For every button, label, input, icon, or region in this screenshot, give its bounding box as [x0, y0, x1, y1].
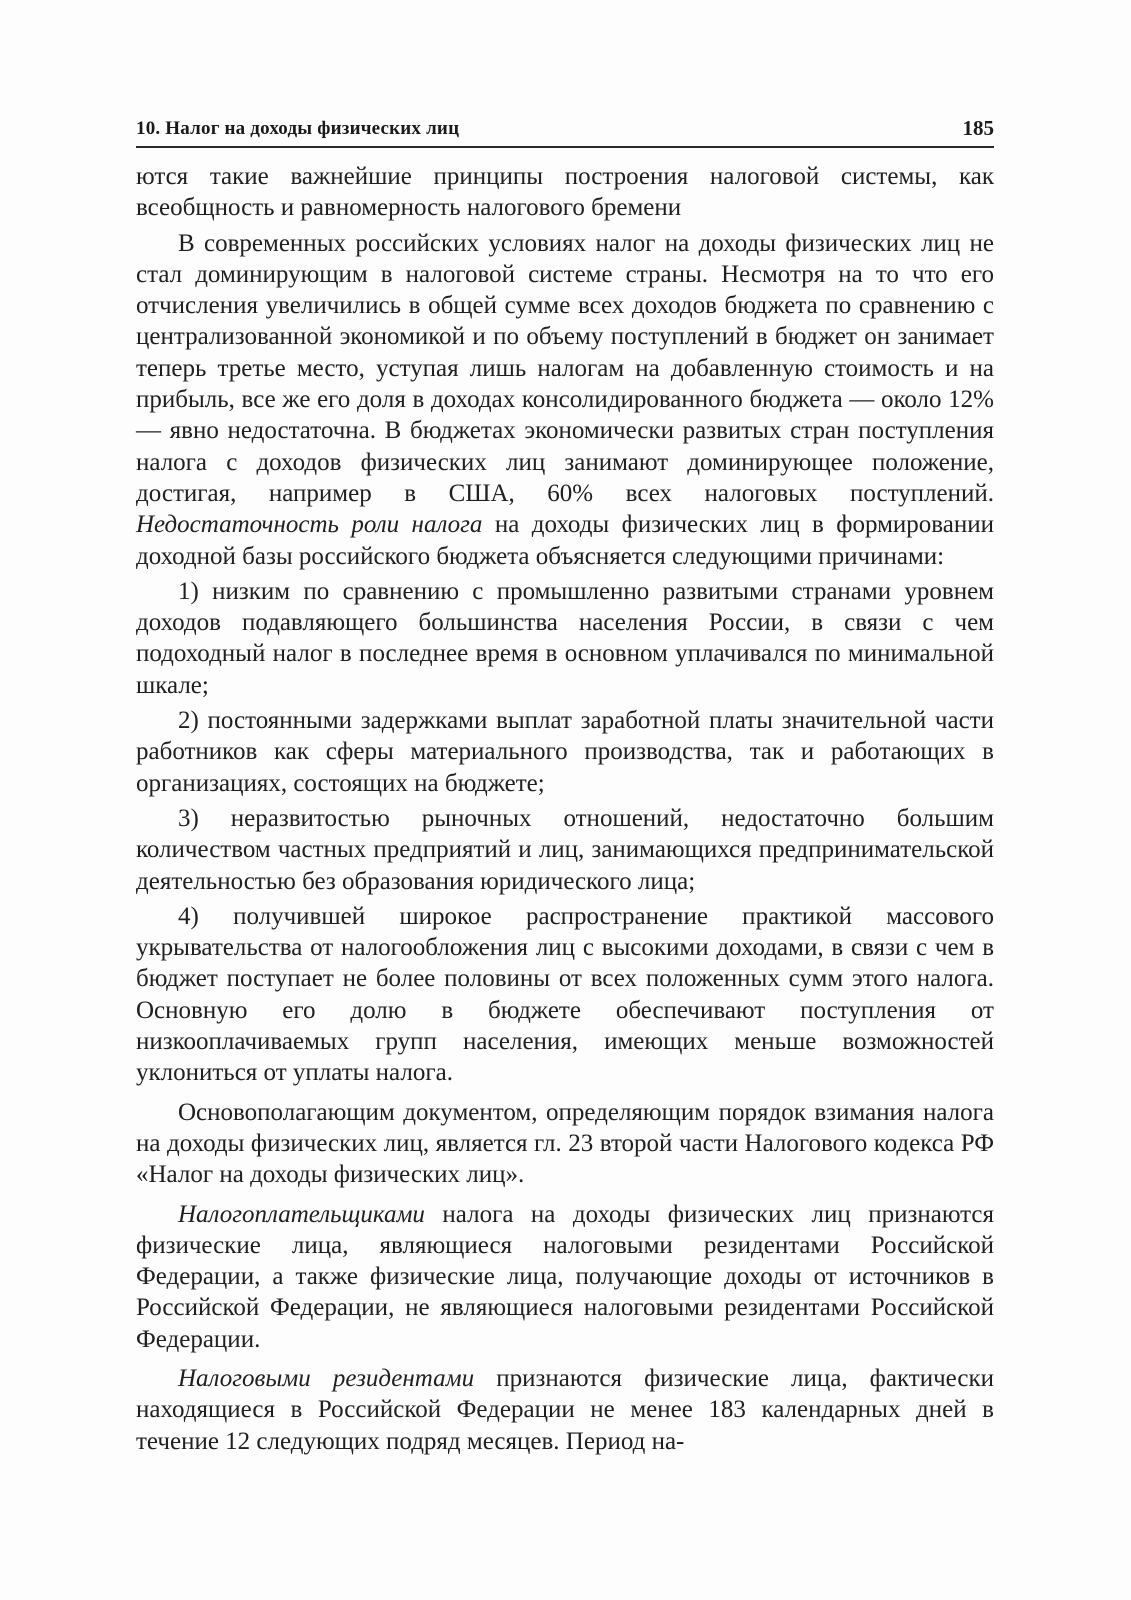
body-text — [136, 161, 994, 1457]
text-segment: 2) постоянными задержками выплат заработной платы значительной части работников как сферы материального производства, так и работающих в организациях, состоящих на бюджете; — [136, 707, 994, 797]
emphasized-term: Налогоплательщиками — [178, 1200, 425, 1228]
text-segment: 4) получившей широкое распространение практикой массового укрывательства от налогообложения лиц с высокими доходами, в связи с чем в бюджет поступает не более половины от всех положенных сумм этого налога. Основную его долю в бюджете обеспечивают поступления от низкооплачиваемых групп населения, имеющих меньше возможностей уклониться от уплаты налога. — [136, 902, 994, 1087]
emphasized-term: Налоговыми резидентами — [178, 1364, 475, 1392]
emphasized-term: Недостаточность роли налога — [136, 511, 483, 539]
text-segment: налога на доходы физических лиц признаются физические лица, являющиеся налоговыми резидентами Российской Федерации, а также физические лица, получающие доходы от источников в Российской Федерации, не являющиеся налоговыми резидентами Российской Федерации. — [136, 1200, 994, 1353]
paragraph-continuation — [136, 161, 994, 224]
page-header — [136, 112, 994, 144]
text-segment: признаются физические лица, фактически находящиеся в Российской Федерации не менее 183 календарных дней в течение 12 следующих подряд месяцев. Период на- — [136, 1364, 994, 1455]
running-title: 10. Налог на доходы физических лиц — [136, 118, 460, 139]
text-segment: 1) низким по сравнению с промышленно развитыми странами уровнем доходов подавляющего большинства населения России, в связи с чем подоходный налог в последнее время в основном уплачивался по минимальной шкале; — [136, 577, 994, 699]
paragraph-taxpayers — [136, 1199, 994, 1355]
page-number: 185 — [962, 116, 994, 140]
paragraph-tax-code — [136, 1097, 994, 1191]
text-segment: на доходы физических лиц в формировании доходной базы российского бюджета объясняется следующими причинами: — [136, 511, 994, 570]
text-segment: ются такие важнейшие принципы построения налоговой системы, как всеобщность и равномерность налогового бремени — [136, 163, 994, 222]
list-item-reason-4 — [136, 901, 994, 1089]
header-rule — [136, 146, 994, 148]
paragraph-income-tax-role — [136, 228, 994, 572]
text-segment: 3) неразвитостью рыночных отношений, недостаточно большим количеством частных предприятий и лиц, занимающихся предпринимательской деятельностью без образования юридического лица; — [136, 804, 994, 895]
list-item-reason-1 — [136, 576, 994, 701]
text-segment: Основополагающим документом, определяющим порядок взимания налога на доходы физических лиц, является гл. 23 второй части Налогового кодекса РФ «Налог на доходы физических лиц». — [136, 1098, 994, 1189]
list-item-reason-3 — [136, 803, 994, 897]
text-segment: В современных российских условиях налог на доходы физических лиц не стал доминирующим в налоговой системе страны. Несмотря на то что его отчисления увеличились в общей сумме всех доходов бюджета по сравнению с централизованной экономикой и по объему поступлений в бюджет он занимает теперь третье место, уступая лишь налогам на добавленную стоимость и на прибыль, все же его доля в доходах консолидированного бюджета — около 12% — явно недостаточна. В бюджетах экономически развитых стран поступления налога с доходов физических лиц занимают доминирующее положение, достигая, например в США, 60% всех налоговых поступлений. — [136, 229, 994, 507]
list-item-reason-2 — [136, 705, 994, 799]
paragraph-tax-residents — [136, 1363, 994, 1457]
